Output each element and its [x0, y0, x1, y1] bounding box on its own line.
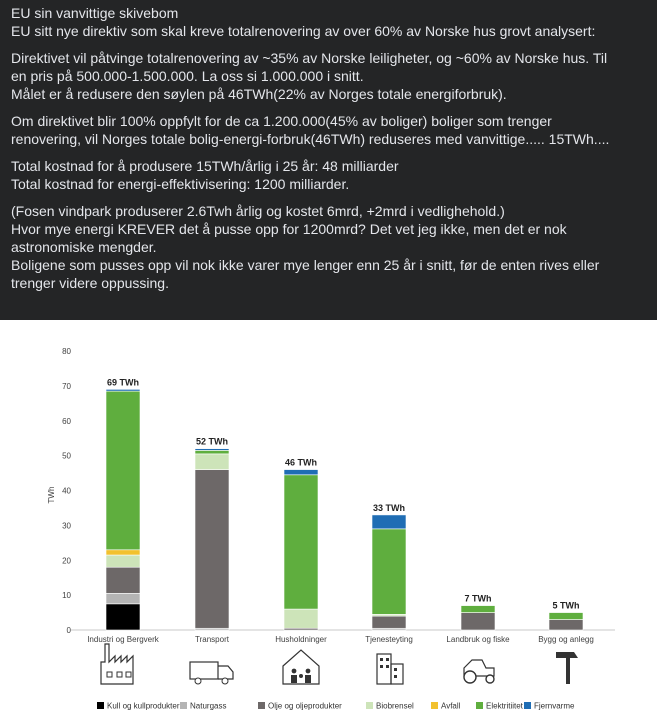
post-line: EU sitt nye direktiv som skal kreve totalrenovering av over 60% av Norske hus grovt analysert: [11, 23, 596, 39]
bar-segment [284, 609, 318, 628]
legend-swatch [524, 702, 531, 709]
bar-segment [549, 613, 583, 620]
bar-segment [106, 604, 140, 630]
legend-swatch [431, 702, 438, 709]
legend-label: Naturgass [190, 701, 227, 711]
y-tick-label: 20 [62, 556, 71, 566]
post-line: Om direktivet blir 100% oppfylt for de ca 1.200.000(45% av boliger) boliger som trenger [11, 113, 552, 129]
legend-item [431, 702, 461, 711]
bar-segment [106, 391, 140, 550]
y-tick-label: 80 [62, 347, 71, 356]
post-line: (Fosen vindpark produserer 2.6Twh årlig og kostet 6mrd, +2mrd i vedlighehold.) [11, 203, 505, 219]
bar-total-label: 7 TWh [464, 593, 492, 604]
y-tick-label: 30 [62, 521, 71, 531]
bar-segment [461, 606, 495, 613]
post-line: Boligene som pusses opp vil nok ikke varer mye lenger enn 25 år i snitt, før de enten rives eller [11, 257, 600, 273]
legend-swatch [258, 702, 265, 709]
bar-segment [195, 470, 229, 629]
legend-item [97, 702, 180, 711]
factory-icon [101, 644, 133, 684]
bar-segment [284, 475, 318, 609]
legend-swatch [97, 702, 104, 709]
bar-segment [461, 613, 495, 630]
x-category-label: Transport [195, 635, 229, 644]
legend-item [524, 702, 575, 711]
legend-label: Olje og oljeprodukter [268, 701, 342, 711]
legend-item [258, 702, 342, 711]
bar-segment [284, 470, 318, 475]
bar-total-label: 5 TWh [552, 600, 580, 611]
house-family-icon [283, 650, 319, 684]
legend-swatch [180, 702, 187, 709]
legend-item [180, 702, 226, 711]
bar-segment [106, 389, 140, 391]
bar-segment [106, 550, 140, 555]
legend-item [476, 702, 524, 711]
y-tick-label: 60 [62, 416, 71, 426]
legend-label: Kull og kullprodukter [107, 701, 180, 711]
office-building-icon [377, 654, 403, 684]
legend-swatch [366, 702, 373, 709]
y-tick-label: 70 [62, 381, 71, 391]
post-line: Målet er å redusere den søylen på 46TWh(22% av Norges totale energiforbruk). [11, 86, 507, 102]
post-paragraph [11, 202, 647, 292]
bar-total-label: 52 TWh [195, 436, 229, 447]
post-line: astronomiske mengder. [11, 239, 157, 255]
bar-total-label: 46 TWh [284, 457, 318, 468]
y-tick-label: 50 [62, 451, 71, 461]
tractor-icon [464, 660, 494, 683]
bar-segment [372, 616, 406, 628]
post-line: Total kostnad for å produsere 15TWh/årlig i 25 år: 48 milliarder [11, 158, 399, 174]
post-line: en pris på 500.000-1.500.000. La oss si 1.000.000 i snitt. [11, 68, 364, 84]
post-paragraph [11, 4, 647, 40]
bar-segment [549, 620, 583, 630]
legend-label: Avfall [441, 701, 461, 711]
post-line: Total kostnad for energi-effektivisering: 1200 milliarder. [11, 176, 350, 192]
post-line: Hvor mye energi KREVER det å pusse opp for 1200mrd? Det vet jeg ikke, men det er nok [11, 221, 567, 237]
post-line: renovering, vil Norges totale bolig-energi-forbruk(46TWh) reduseres med vanvittige..... 15TWh.... [11, 131, 610, 147]
bar-segment [106, 555, 140, 567]
legend-label: Biobrensel [376, 701, 414, 711]
chart-svg [0, 320, 657, 720]
hammer-icon [556, 652, 578, 684]
post-paragraph [11, 49, 647, 103]
post-line: EU sin vanvittige skivebom [11, 5, 179, 21]
energy-chart [0, 320, 657, 720]
x-category-label: Industri og Bergverk [87, 635, 159, 644]
post-line: Direktivet vil påtvinge totalrenovering av ~35% av Norske leiligheter, og ~60% av Norske hus. Til [11, 50, 608, 66]
bar-segment [195, 454, 229, 470]
x-category-label: Husholdninger [275, 635, 327, 644]
x-category-label: Bygg og anlegg [538, 635, 594, 644]
y-axis-label: TWh [47, 486, 56, 504]
bar-segment [195, 450, 229, 453]
bar-segment [106, 593, 140, 603]
post-line: trenger videre oppussing. [11, 275, 169, 291]
truck-icon [190, 662, 233, 684]
x-category-label: Tjenesteyting [365, 635, 413, 644]
legend-item [366, 702, 414, 711]
y-tick-label: 40 [62, 486, 71, 496]
post-paragraph [11, 157, 647, 193]
legend-label: Elektritiitet [486, 701, 523, 711]
x-category-label: Landbruk og fiske [446, 635, 510, 644]
bar-segment [195, 449, 229, 451]
legend-label: Fjernvarme [534, 701, 575, 711]
bar-segment [106, 567, 140, 593]
bar-segment [372, 515, 406, 529]
y-tick-label: 10 [62, 591, 71, 601]
bar-total-label: 33 TWh [372, 502, 406, 513]
bar-total-label: 69 TWh [106, 377, 140, 388]
legend-swatch [476, 702, 483, 709]
bar-segment [372, 529, 406, 614]
y-tick-label: 0 [66, 626, 71, 635]
post-paragraph [11, 112, 647, 148]
post-text [0, 0, 657, 320]
